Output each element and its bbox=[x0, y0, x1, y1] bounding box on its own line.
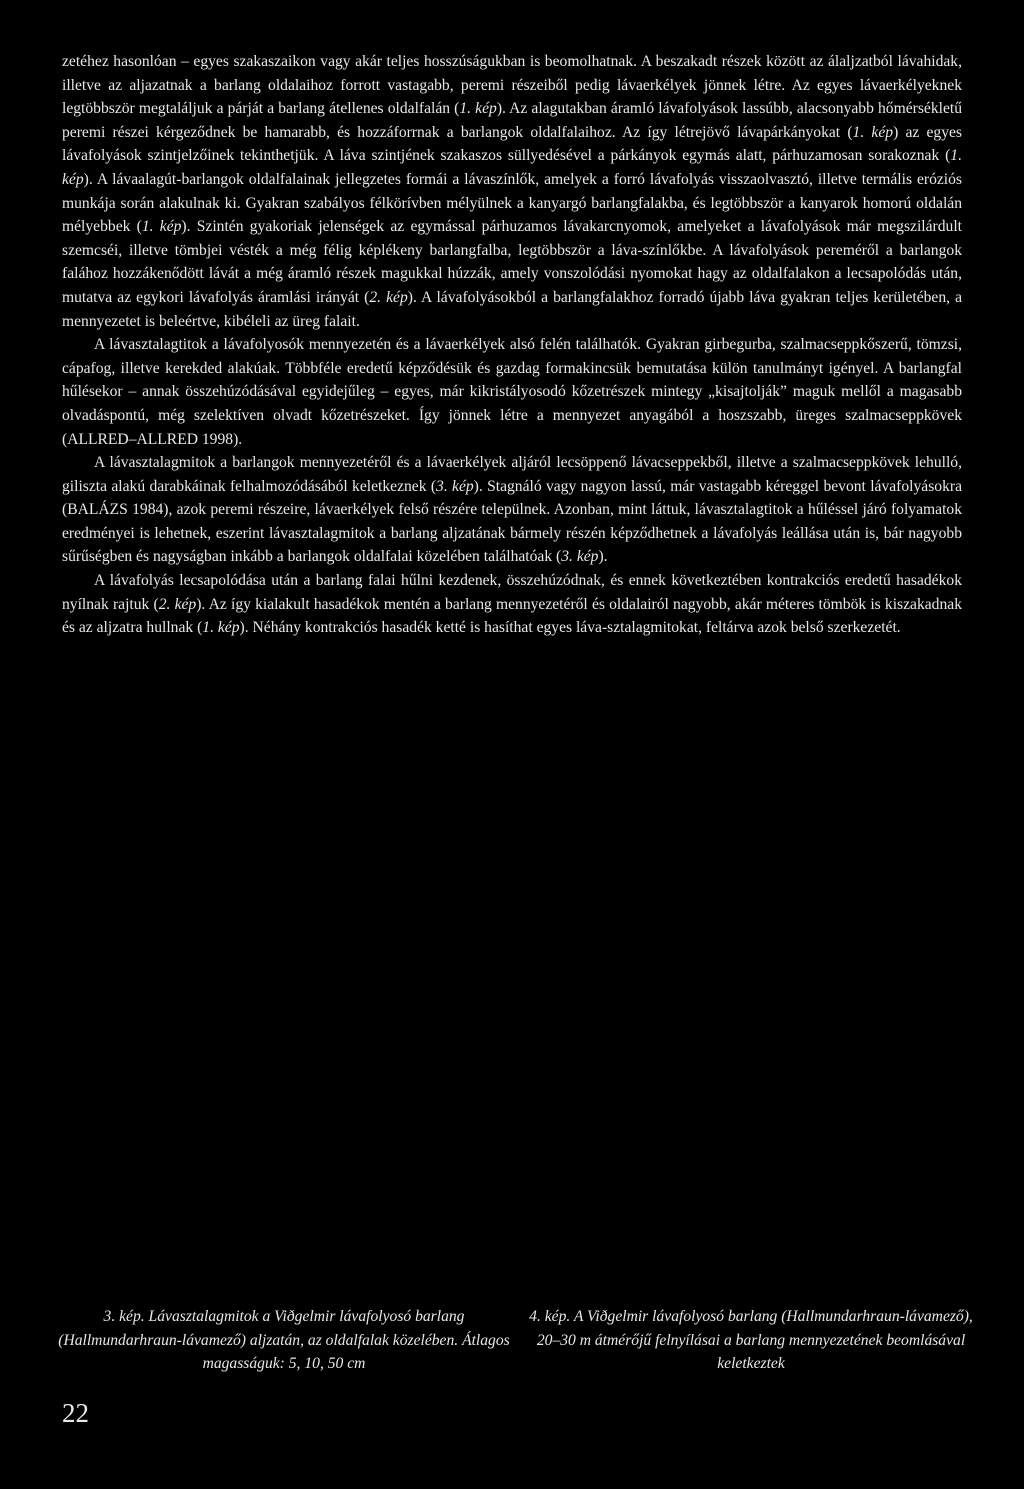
body-text bbox=[62, 50, 962, 640]
paragraph-3: A lávasztalagmitok a barlangok mennyezetéről és a lávaerkélyek aljáról lecsöppenő lávacseppekből, illetve a szalmacseppkövek lehulló, giliszta alakú darabkáinak felhalmozódásából keletkeznek (3. kép). Stagnáló vagy nagyon lassú, már vastagabb kéreggel bevont lávafolyásokra (BALÁZS 1984), azok peremi részeire, lávaerkélyek felső részére települnek. Azonban, mint láttuk, lávasztalagtitok a hűléssel járó folyamatok eredményei is lehetnek, eszerint lávasztalagmitok a barlang aljzatának bármely részén képződhetnek a lávafolyás leállása után is, bár nagyobb sűrűségben és nagyságban inkább a barlangok oldalfalai közelében találhatóak (3. kép). bbox=[62, 454, 962, 566]
figure-ref: 1. kép bbox=[459, 100, 497, 118]
paragraph-4: A lávafolyás lecsapolódása után a barlang falai hűlni kezdenek, összehúzódnak, és ennek következtében kontrakciós eredetű hasadékok nyílnak rajtuk (2. kép). Az így kialakult hasadékok mentén a barlang mennyezetéről és oldalairól nagyobb, akár méteres tömbök is kiszakadnak és az aljzatra hullnak (1. kép). Néhány kontrakciós hasadék ketté is hasíthat egyes láva-sztalagmitokat, feltárva azok belső szerkezetét. bbox=[62, 572, 962, 637]
figure-ref: 2. kép bbox=[369, 288, 408, 306]
paragraph-2: A lávasztalagtitok a lávafolyosók mennyezetén és a lávaerkélyek alsó felén találhatók. Gyakran girbegurba, szalmacseppkőszerű, tömzsi, cápafog, illetve kerekded alakúak. Többféle eredetű képződésük és gazdag formakincsük bemutatása külön tanulmányt igényel. A barlangfal hűlésekor – annak összehúzódásával egyidejűleg – egyes, már kikristályosodó kőzetrészek mintegy „kisajtolják” maguk mellől a magasabb olvadáspontú, még szelektíven olvadt kőzetrészeket. Így jönnek létre a mennyezet anyagából a hoszszabb, üreges szalmacseppkövek (ALLRED–ALLRED 1998). bbox=[62, 336, 962, 448]
figure-caption-3: 3. kép. Lávasztalagmitok a Viðgelmir lávafolyosó barlang (Hallmundarhraun-lávamező) aljzatán, az oldalfalak közelében. Átlagos magasságuk: 5, 10, 50 cm bbox=[58, 1308, 510, 1373]
figure-ref: 2. kép bbox=[158, 595, 197, 613]
figure-ref: 1. kép bbox=[852, 123, 894, 141]
figure-ref: 1. kép bbox=[141, 218, 182, 236]
figure-ref: 3. kép bbox=[436, 477, 474, 495]
figure-caption-4: 4. kép. A Viðgelmir lávafolyosó barlang (Hallmundarhraun-lávamező), 20–30 m átmérőjű felnyílásai a barlang mennyezetének beomlásával keletkeztek bbox=[529, 1308, 973, 1373]
figure-ref: 3. kép bbox=[561, 548, 599, 566]
figure-ref: 1. kép bbox=[202, 619, 240, 637]
paragraph-1: zetéhez hasonlóan – egyes szakaszaikon vagy akár teljes hosszúságukban is beomolhatnak. A beszakadt részek között az álaljzatból lávahidak, illetve az aljazatnak a barlang oldalaihoz forrott vastagabb, peremi részeiből pedig lávaerkélyek jönnek létre. Az egyes lávaerkélyeknek legtöbbször megtaláljuk a párját a barlang átellenes oldalfalán (1. kép). Az alagutakban áramló lávafolyások lassúbb, alacsonyabb hőmérsékletű peremi részei kérgeződnek be hamarabb, és hozzáforrnak a barlangok oldalfalaihoz. Az így létrejövő lávapárkányokat (1. kép) az egyes lávafolyások szintjelzőinek tekinthetjük. A láva szintjének szakaszos süllyedésével a párkányok egymás alatt, párhuzamosan sorakoznak (1. kép). A lávaalagút-barlangok oldalfalainak jellegzetes formái a lávaszínlők, amelyek a forró lávafolyás visszaolvasztó, illetve termális eróziós munkája során alakulnak ki. Gyakran szabályos félkörívben mélyülnek a kanyargó barlangfalakba, és legtöbbször a kanyarok homorú oldalán mélyebbek (1. kép). Szintén gyakoriak jelenségek az egymással párhuzamos lávakarcnyomok, amelyeket a lávafolyások már megszilárdult szemcséi, illetve tömbjei vésték a még félig képlékeny barlangfalba, legtöbbször a láva-színlőkbe. A lávafolyások pereméről a barlangok falához hozzákenődött lávát a még áramló részek magukkal húzzák, amely vonszolódási nyomokat hagy az oldalfalakon a lecsapolódás után, mutatva az egykori lávafolyás áramlási irányát (2. kép). A lávafolyásokból a barlangfalakhoz forradó újabb láva gyakran teljes kerületében, a mennyezetet is beleértve, kibéleli az üreg falait. bbox=[62, 53, 963, 330]
page-number: 22 bbox=[62, 1398, 89, 1428]
figure-ref: 1. kép bbox=[62, 147, 962, 188]
